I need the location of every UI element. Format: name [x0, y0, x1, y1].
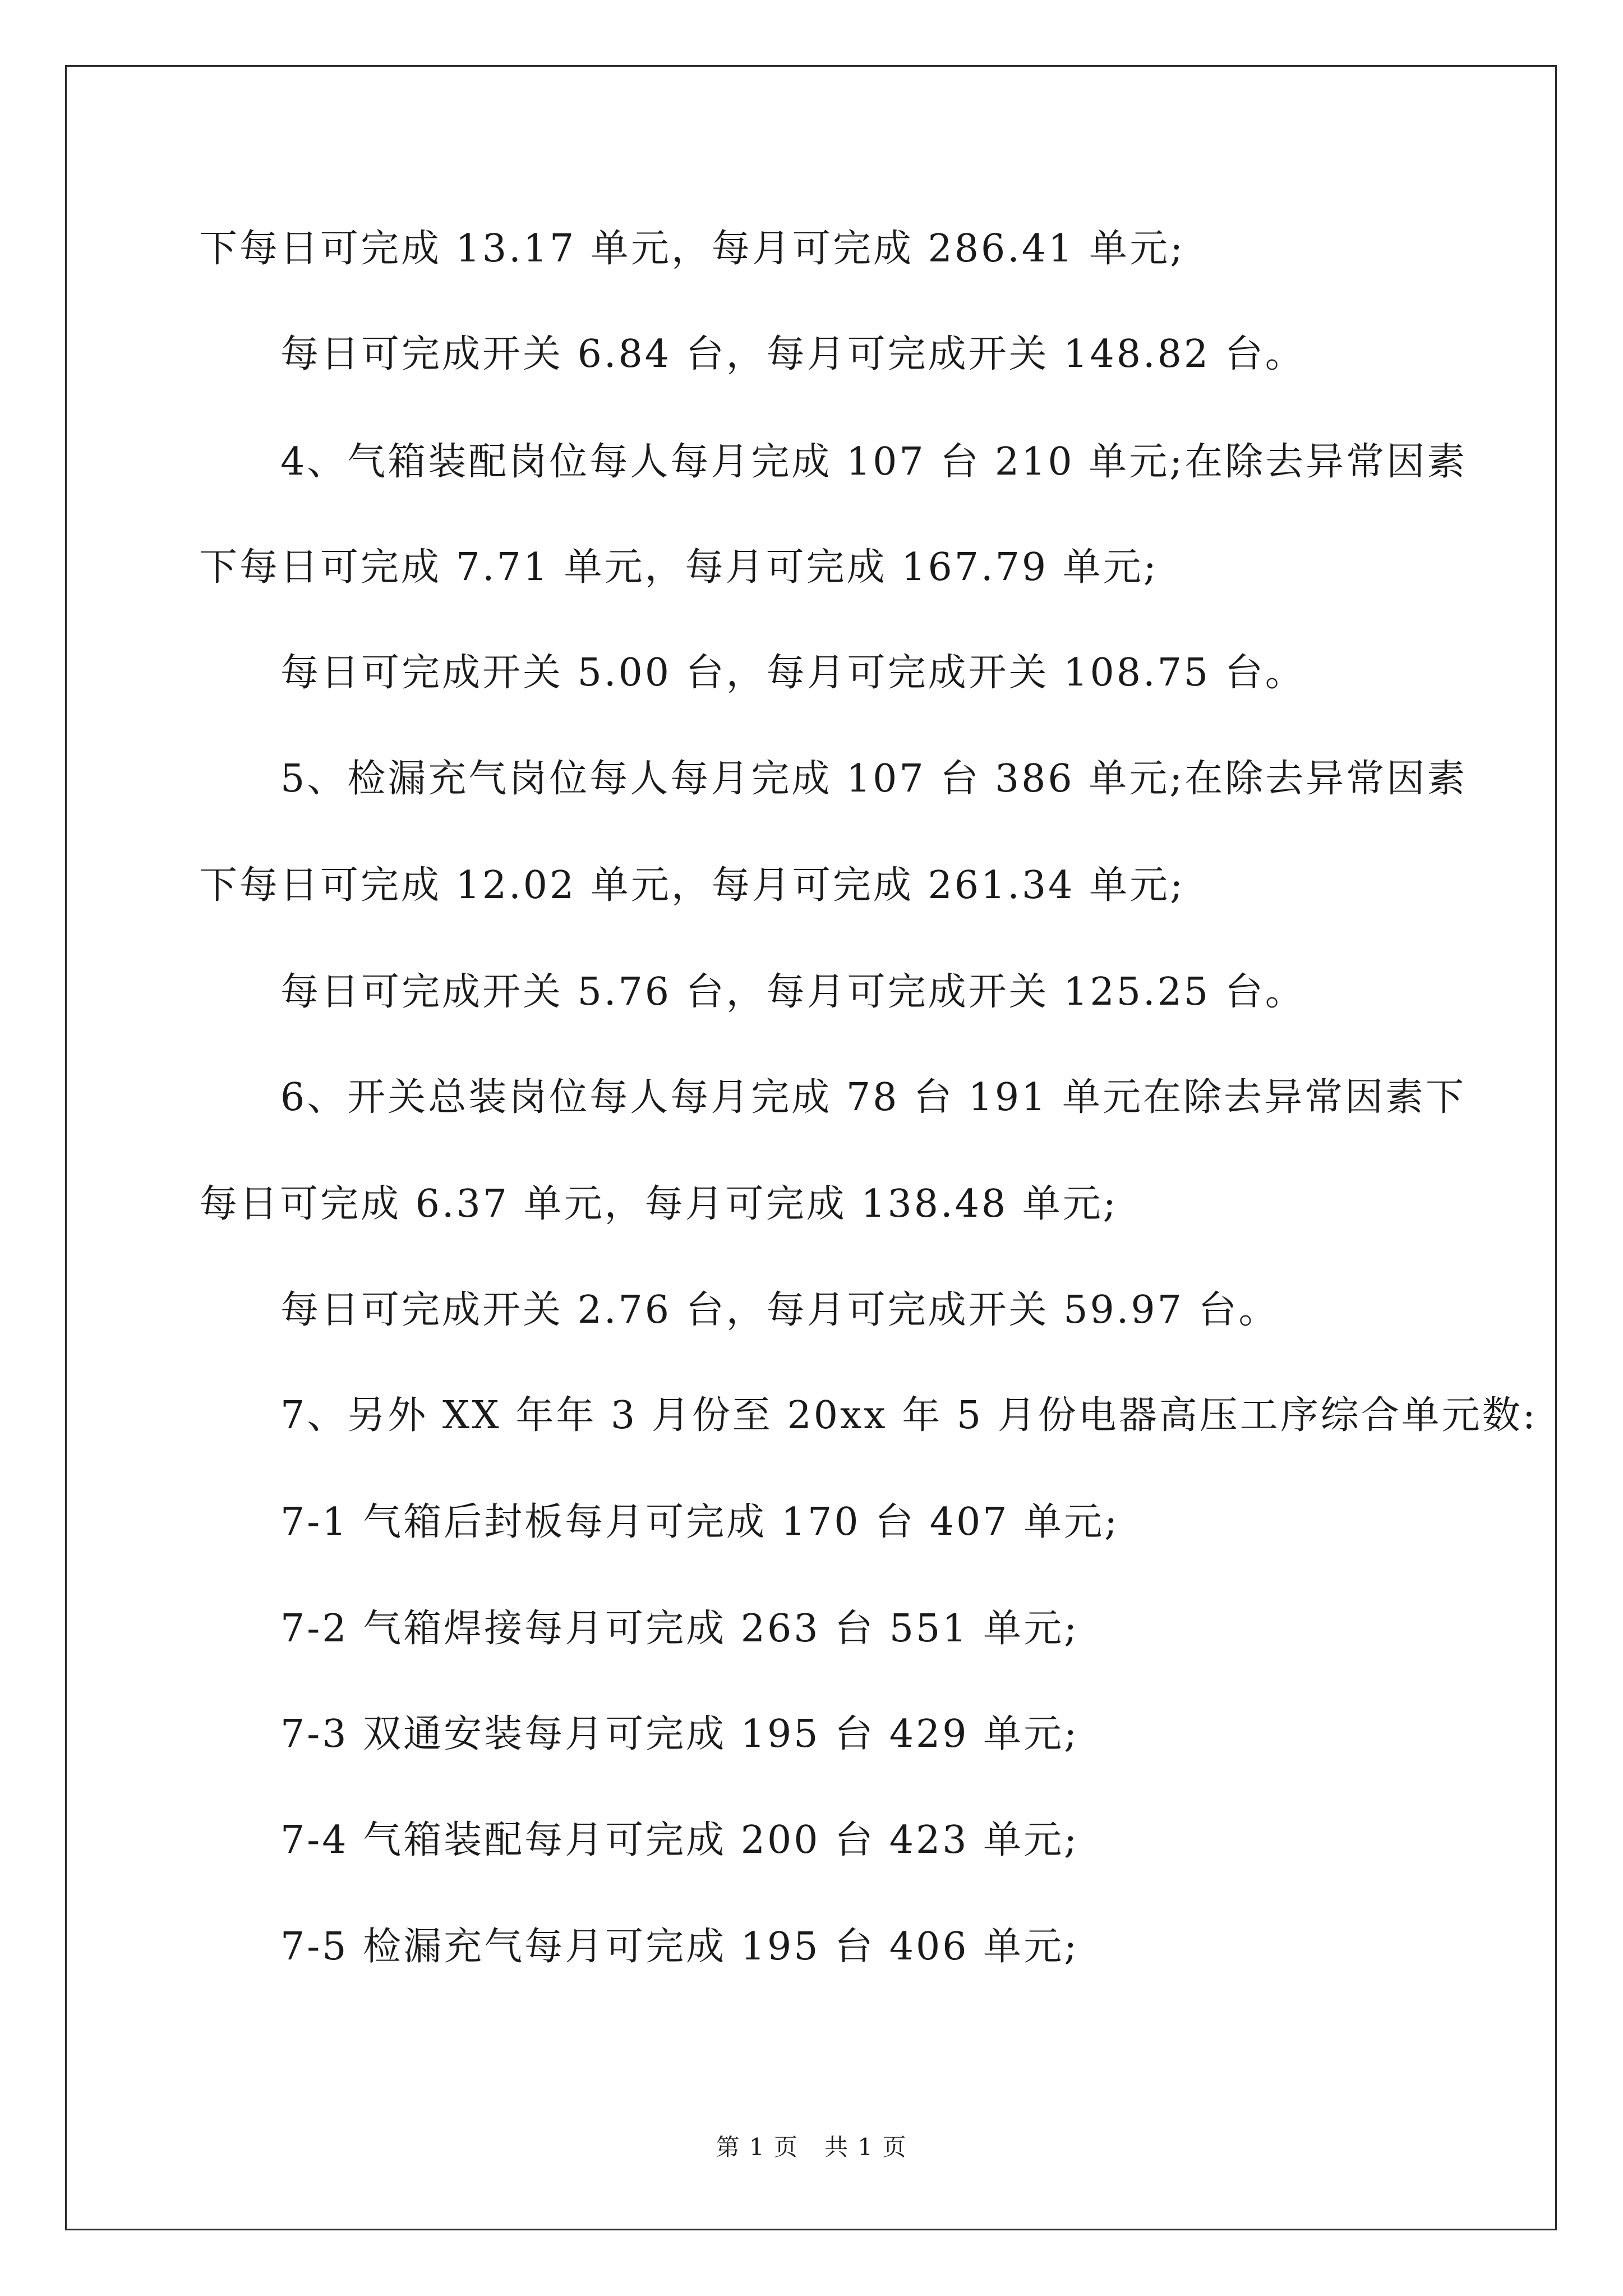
- text-line-9: 6、开关总装岗位每人每月完成 78 台 191 单元在除去异常因素下: [280, 1075, 1467, 1120]
- text-line-15: 7-3 双通安装每月可完成 195 台 429 单元;: [280, 1712, 1080, 1756]
- text-line-17: 7-5 检漏充气每月可完成 195 台 406 单元;: [280, 1925, 1080, 1969]
- page-footer: 第 1 页 共 1 页: [716, 2133, 907, 2161]
- text-line-3: 4、气箱装配岗位每人每月完成 107 台 210 单元;在除去异常因素: [280, 440, 1468, 484]
- text-line-4: 下每日可完成 7.71 单元，每月可完成 167.79 单元;: [199, 545, 1159, 590]
- text-line-12: 7、另外 XX 年年 3 月份至 20xx 年 5 月份电器高压工序综合单元数:: [280, 1393, 1538, 1438]
- text-line-7: 下每日可完成 12.02 单元，每月可完成 261.34 单元;: [199, 863, 1185, 908]
- text-line-13: 7-1 气箱后封板每月可完成 170 台 407 单元;: [280, 1500, 1120, 1544]
- text-line-11: 每日可完成开关 2.76 台，每月可完成开关 59.97 台。: [280, 1288, 1279, 1332]
- text-line-6: 5、检漏充气岗位每人每月完成 107 台 386 单元;在除去异常因素: [280, 757, 1468, 801]
- text-line-16: 7-4 气箱装配每月可完成 200 台 423 单元;: [280, 1818, 1080, 1862]
- text-line-2: 每日可完成开关 6.84 台，每月可完成开关 148.82 台。: [280, 332, 1306, 376]
- text-line-8: 每日可完成开关 5.76 台，每月可完成开关 125.25 台。: [280, 970, 1306, 1014]
- text-line-14: 7-2 气箱焊接每月可完成 263 台 551 单元;: [280, 1607, 1080, 1651]
- text-line-10: 每日可完成 6.37 单元，每月可完成 138.48 单元;: [199, 1182, 1118, 1226]
- page-border: [65, 65, 1557, 2230]
- text-line-1: 下每日可完成 13.17 单元，每月可完成 286.41 单元;: [199, 227, 1185, 271]
- text-line-5: 每日可完成开关 5.00 台，每月可完成开关 108.75 台。: [280, 651, 1306, 695]
